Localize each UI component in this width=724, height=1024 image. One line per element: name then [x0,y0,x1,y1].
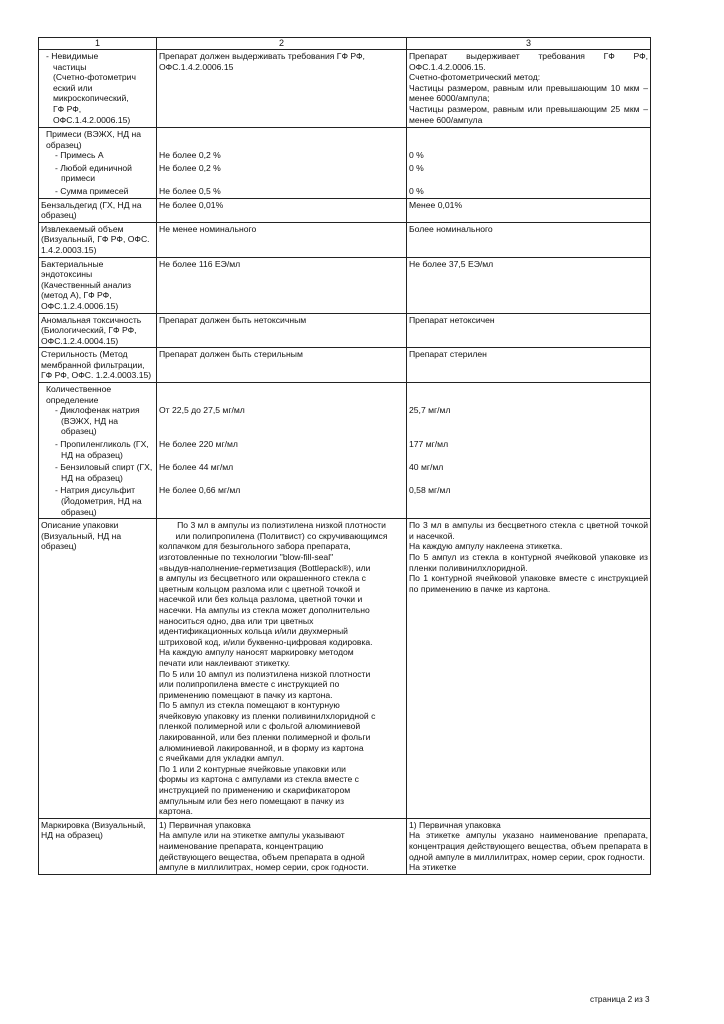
packaging-res-line: По 3 мл в ампулы из бесцветного стекла с цветной точкой и насечкой. [409,520,648,541]
benzyl-alcohol-label: - Бензиловый спирт (ГХ, НД на образец) [55,462,153,483]
sum-impurities-label-text: - Сумма примесей [55,185,129,196]
packaging-req-line: цветным кольцом разлома или с цветной точкой и [159,583,360,594]
marking-req-line: наименование препарата, концентрацию [159,841,324,851]
toxicity-requirement: Препарат должен быть нетоксичным [157,313,407,348]
packaging-req-line: пленкой полимерной или с фольгой алюминиевой [159,721,361,732]
toxicity-result: Препарат нетоксичен [407,313,651,348]
benzaldehyde-requirement: Не более 0,01% [157,198,407,222]
any-impurity-label [39,162,157,185]
marking-result [407,818,651,874]
impurity-a-requirement: Не более 0,2 % [159,150,221,160]
diclofenac-result: 25,7 мг/мл [409,405,451,416]
benzaldehyde-result: Менее 0,01% [407,198,651,222]
sum-impurities-label [39,185,157,198]
packaging-res-line: На каждую ампулу наклеена этикетка. [409,541,563,552]
particles-result [407,50,651,128]
packaging-req-line: На каждую ампулу наносят маркировку методом [159,647,354,658]
diclofenac-label: - Диклофенак натрия (ВЭЖХ, НД на образец) [55,405,140,437]
marking-req-line: На ампуле или на этикетке ампулы указывают [159,830,345,841]
packaging-req-line: колпачком для безыгольного забора препарата, [159,541,351,552]
packaging-req-line: ампульным или без него помещают в пачку из [159,795,345,806]
benzyl-alcohol-label-cell [39,461,157,484]
any-impurity-requirement: Не более 0,2 % [157,162,407,185]
col-header-1: 1 [39,38,157,50]
particles-label-line: ОФС.1.4.2.0006.15) [53,114,131,125]
marking-req-line: ампуле в миллилитрах, номер серии, срок годности. [159,862,369,873]
sodium-disulfite-requirement: Не более 0,66 мг/мл [157,484,407,518]
packaging-req-line: печати или наклеивают этикетку. [159,657,291,668]
packaging-req-line: По 3 мл в ампулы из полиэтилена низкой плотности [177,520,386,531]
packaging-req-line: или полипропилена вместе с инструкцией по [159,679,340,690]
table-row-sterility [39,348,651,383]
sum-impurities-result: 0 % [407,185,651,198]
packaging-req-line: «выдув-наполнение-герметизация (Bottlepack®), или [159,562,371,573]
specification-table [38,37,651,875]
table-row-impurities [39,128,651,162]
assay-label [39,383,157,438]
sterility-result: Препарат стерилен [407,348,651,383]
packaging-res-line: По 1 контурной ячейковой упаковке вместе с инструкцией по применению в пачке из картона. [409,573,648,594]
particles-result-line: Препарат выдерживает требования ГФ РФ, ОФС.1.4.2.0006.15. [409,51,648,72]
packaging-req-line: насечки. На ампулы из стекла может дополнительно [159,604,370,615]
particles-label-line: еский или [53,82,93,93]
col-header-3: 3 [407,38,651,50]
table-row-assay-diclofenac [39,383,651,438]
marking-requirement [157,818,407,874]
particles-label-line: микроскопический, [53,93,129,104]
packaging-res-line: По 5 ампул из стекла в контурной ячейковой упаковке из пленки поливинилхлоридной. [409,551,648,573]
packaging-req-line: алюминиевой лакированной, и в форму из картона [159,742,364,753]
marking-res-line: На этикетке ампулы указано наименование препарата, концентрация действующего вещества, объем препарата в одной ампуле в миллилитрах, номер серии, срок годности. [409,830,648,862]
packaging-req-line: изготовленные по технологии "blow-fill-seal" [159,551,334,562]
toxicity-label: Аномальная токсичность (Биологический, ГФ РФ, ОФС.1.2.4.0004.15) [39,313,157,348]
particles-result-line: Частицы размером, равным или превышающим 25 мкм – менее 600/ампула [409,103,648,125]
table-row-toxicity [39,313,651,348]
sterility-label: Стерильность (Метод мембранной фильтрации, ГФ РФ, ОФС. 1.2.4.0003.15) [39,348,157,383]
particles-label-line: ГФ РФ, [53,103,82,114]
impurities-label [39,128,157,162]
impurities-requirement [157,128,407,162]
packaging-req-line: в ампулы из бесцветного или окрашенного стекла с [159,573,366,584]
packaging-req-line: применению помещают в пачку из картона. [159,689,333,700]
packaging-requirement [157,519,407,819]
assay-label-text: Количественное определение [46,384,112,405]
impurities-result [407,128,651,162]
any-impurity-result: 0 % [407,162,651,185]
packaging-req-line: По 5 или 10 ампул из полиэтилена низкой плотности [159,668,371,679]
benzyl-alcohol-requirement: Не более 44 мг/мл [157,461,407,484]
particles-label [39,50,157,128]
volume-label: Извлекаемый объем (Визуальный, ГФ РФ, ОФС. 1.4.2.0003.15) [39,222,157,257]
propylene-glycol-requirement: Не более 220 мг/мл [157,438,407,461]
packaging-req-line: идентификационных кольца и/или двухмерный [159,626,348,637]
sodium-disulfite-label: - Натрия дисульфит (Йодометрия, НД на образец) [55,485,142,517]
table-row-assay-propylene-glycol [39,438,651,461]
table-row-sum-impurities [39,185,651,198]
packaging-req-line: лакированной, или без пленки полимерной и фольги [159,732,371,743]
packaging-label: Описание упаковки (Визуальный, НД на образец) [39,519,157,819]
page-number: страница 2 из 3 [590,995,650,1004]
table-header-row [39,38,651,50]
packaging-req-line: картона. [159,806,193,817]
table-row-volume [39,222,651,257]
endotoxins-requirement: Не более 116 ЕЭ/мл [157,257,407,313]
table-row-benzaldehyde [39,198,651,222]
marking-res-line: На этикетке [409,862,457,873]
marking-label: Маркировка (Визуальный, НД на образец) [39,818,157,874]
sum-impurities-requirement: Не более 0,5 % [157,185,407,198]
packaging-req-line: инструкцией по применению и скарификатором [159,785,351,796]
marking-req-line: действующего вещества, объем препарата в одной [159,851,365,862]
endotoxins-result: Не более 37,5 ЕЭ/мл [407,257,651,313]
col-header-2: 2 [157,38,407,50]
benzaldehyde-label: Бензальдегид (ГХ, НД на образец) [39,198,157,222]
impurities-label-text: Примеси (ВЭЖХ, НД на образец) [46,129,141,150]
propylene-glycol-label-cell [39,438,157,461]
packaging-req-line: или полипропилена (Политвист) со скручивающимся [175,530,388,541]
table-row-marking [39,818,651,874]
propylene-glycol-label: - Пропиленгликоль (ГХ, НД на образец) [55,439,149,460]
endotoxins-label: Бактериальные эндотоксины (Качественный анализ (метод А), ГФ РФ, ОФС.1.2.4.0006.15) [39,257,157,313]
any-impurity-label-text: - Любой единичной примеси [55,162,132,184]
particles-result-line: Счетно-фотометрический метод: [409,72,541,83]
packaging-req-line: с ячейками для укладки ампул. [159,753,285,764]
sodium-disulfite-label-cell [39,484,157,518]
particles-requirement: Препарат должен выдерживать требования ГФ РФ, ОФС.1.4.2.0006.15 [157,50,407,128]
particles-label-line: (Счетно-фотометрич [53,72,136,83]
table-row-endotoxins [39,257,651,313]
propylene-glycol-result: 177 мг/мл [407,438,651,461]
packaging-req-line: По 1 или 2 контурные ячейковые упаковки или [159,763,346,774]
packaging-req-line: насечкой или без кольца разлома, цветной точки и [159,594,363,605]
benzyl-alcohol-result: 40 мг/мл [407,461,651,484]
packaging-req-line: ячейковую упаковку из пленки поливинилхлоридной с [159,710,376,721]
particles-label-line: - Невидимые [46,51,99,61]
particles-result-line: Частицы размером, равным или превышающим 10 мкм – менее 6000/ампула; [409,82,648,104]
packaging-req-line: формы из картона с ампулами из стекла вместе с [159,774,359,785]
particles-label-line: частицы [53,61,87,72]
volume-result: Более номинального [407,222,651,257]
packaging-result [407,519,651,819]
packaging-req-line: наноситься одно, два или три цветных [159,615,314,626]
diclofenac-requirement-cell [157,383,407,438]
diclofenac-result-cell [407,383,651,438]
packaging-req-line: По 5 ампул из стекла помещают в контурную [159,700,340,711]
table-row-particles [39,50,651,128]
volume-requirement: Не менее номинального [157,222,407,257]
impurity-a-label: - Примесь А [55,150,104,161]
sodium-disulfite-result: 0,58 мг/мл [407,484,651,518]
table-row-assay-benzyl-alcohol [39,461,651,484]
diclofenac-requirement: От 22,5 до 27,5 мг/мл [159,405,245,416]
sterility-requirement: Препарат должен быть стерильным [157,348,407,383]
table-row-packaging [39,519,651,819]
impurity-a-result: 0 % [409,150,424,160]
marking-req-title: 1) Первичная упаковка [159,819,251,830]
table-row-any-impurity [39,162,651,185]
table-row-assay-sodium-disulfite [39,484,651,518]
packaging-req-line: штриховой код, и/или буквенно-цифровая кодировка. [159,636,373,647]
marking-res-title: 1) Первичная упаковка [409,819,501,830]
